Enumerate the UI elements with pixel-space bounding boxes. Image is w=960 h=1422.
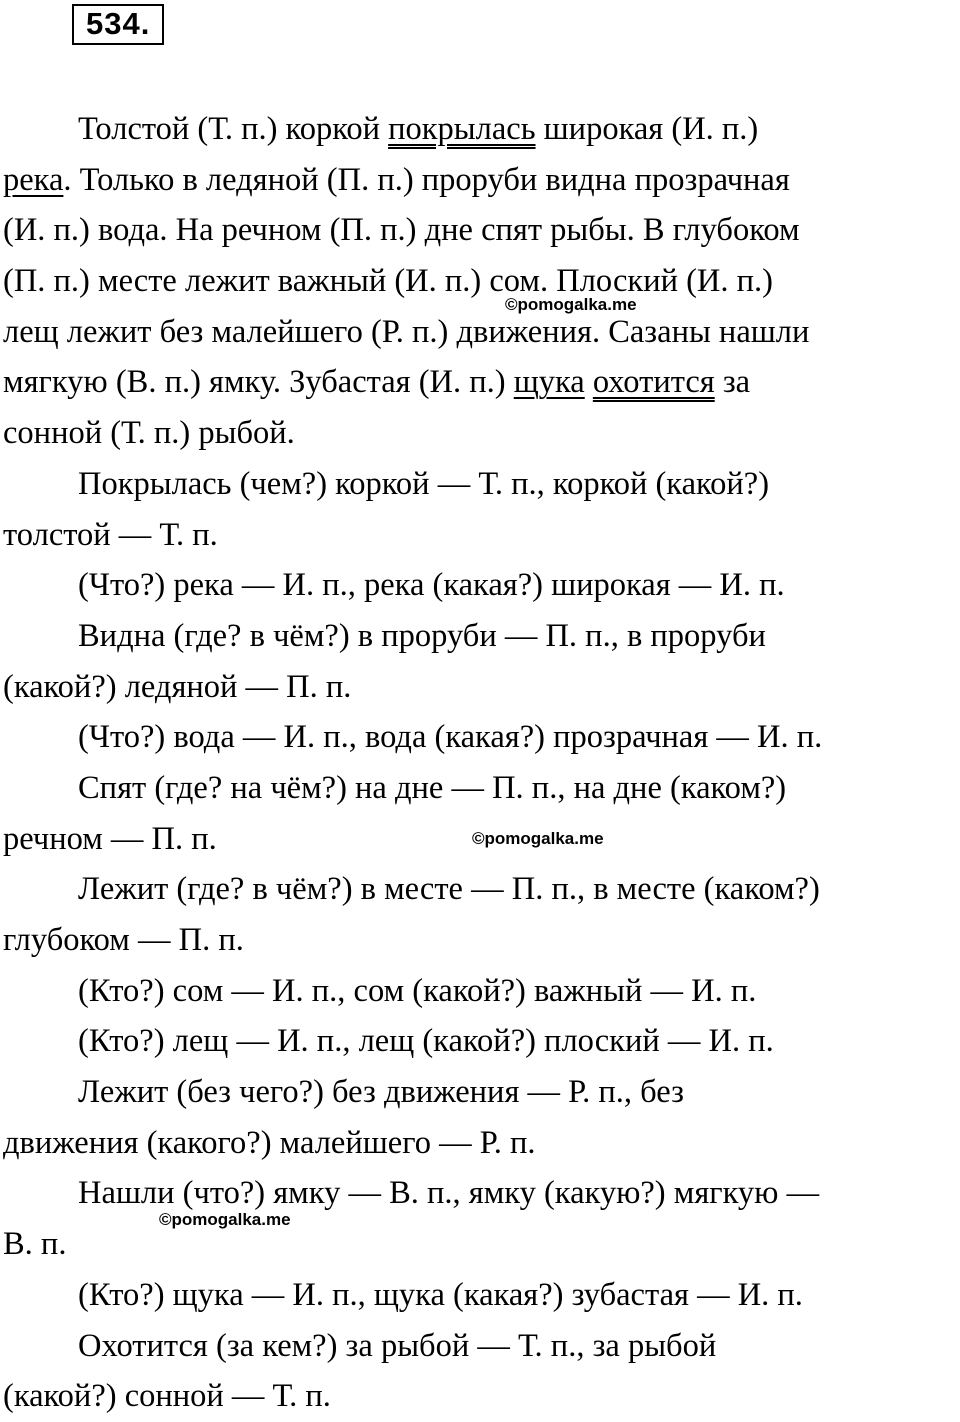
watermark: ©pomogalka.me: [472, 829, 604, 848]
paragraph-line: [3, 104, 960, 155]
paragraph-line: лещ лежит без малейшего (Р. п.) движения. Сазаны нашли: [3, 313, 810, 350]
paragraph-line: [3, 155, 960, 206]
subject-underlined: щука: [513, 364, 585, 401]
analysis-line: речном — П. п.: [3, 820, 217, 857]
analysis-line: Нашли (что?) ямку — В. п., ямку (какую?) мягкую —: [78, 1175, 820, 1212]
analysis-line: движения (какого?) малейшего — Р. п.: [3, 1124, 536, 1161]
watermark: ©pomogalka.me: [159, 1210, 291, 1229]
text-span: Толстой (Т. п.) коркой: [78, 111, 389, 147]
predicate-underlined: охотится: [592, 364, 715, 401]
analysis-line: Видна (где? в чём?) в проруби — П. п., в проруби: [78, 617, 766, 654]
paragraph-line: (П. п.) месте лежит важный (И. п.) сом. Плоский (И. п.): [3, 263, 773, 300]
analysis-line: глубоком — П. п.: [3, 922, 244, 958]
analysis-line: (Кто?) сом — И. п., сом (какой?) важный — И. п.: [78, 972, 757, 1009]
predicate-underlined: покрылась: [388, 111, 536, 147]
analysis-line: (Кто?) щука — И. п., щука (какая?) зубастая — И. п.: [78, 1276, 803, 1313]
document-text: [3, 104, 960, 1422]
analysis-line: Покрылась (чем?) коркой — Т. п., коркой (какой?): [78, 465, 770, 502]
analysis-line: Спят (где? на чём?) на дне — П. п., на дне (каком?): [78, 769, 787, 806]
exercise-number: 534.: [72, 4, 164, 45]
text-span: за: [714, 364, 751, 401]
analysis-line: (Что?) вода — И. п., вода (какая?) прозрачная — И. п.: [78, 719, 823, 756]
analysis-line: толстой — Т. п.: [3, 516, 218, 553]
text-span: . Только в ледяной (П. п.) проруби видна прозрачная: [63, 161, 790, 198]
analysis-line: Лежит (без чего?) без движения — Р. п., без: [78, 1074, 684, 1111]
text-span: [585, 364, 593, 400]
text-span: мягкую (В. п.) ямку. Зубастая (И. п.): [3, 364, 514, 401]
analysis-line: (Кто?) лещ — И. п., лещ (какой?) плоский — И. п.: [78, 1023, 774, 1060]
paragraph-line: (И. п.) вода. На речном (П. п.) дне спят рыбы. В глубоком: [3, 212, 800, 249]
text-span: широкая (И. п.): [535, 111, 759, 147]
analysis-line: Охотится (за кем?) за рыбой — Т. п., за рыбой: [78, 1327, 717, 1364]
watermark: ©pomogalka.me: [505, 295, 637, 314]
subject-underlined: река: [3, 161, 64, 198]
analysis-line: (какой?) сонной — Т. п.: [3, 1378, 331, 1415]
analysis-line: В. п.: [3, 1226, 67, 1263]
paragraph-line: сонной (Т. п.) рыбой.: [3, 415, 295, 452]
analysis-line: (Что?) река — И. п., река (какая?) широкая — И. п.: [78, 567, 785, 604]
analysis-line: Лежит (где? в чём?) в месте — П. п., в месте (каком?): [78, 871, 820, 908]
paragraph-line: [3, 357, 960, 408]
analysis-line: (какой?) ледяной — П. п.: [3, 668, 352, 705]
